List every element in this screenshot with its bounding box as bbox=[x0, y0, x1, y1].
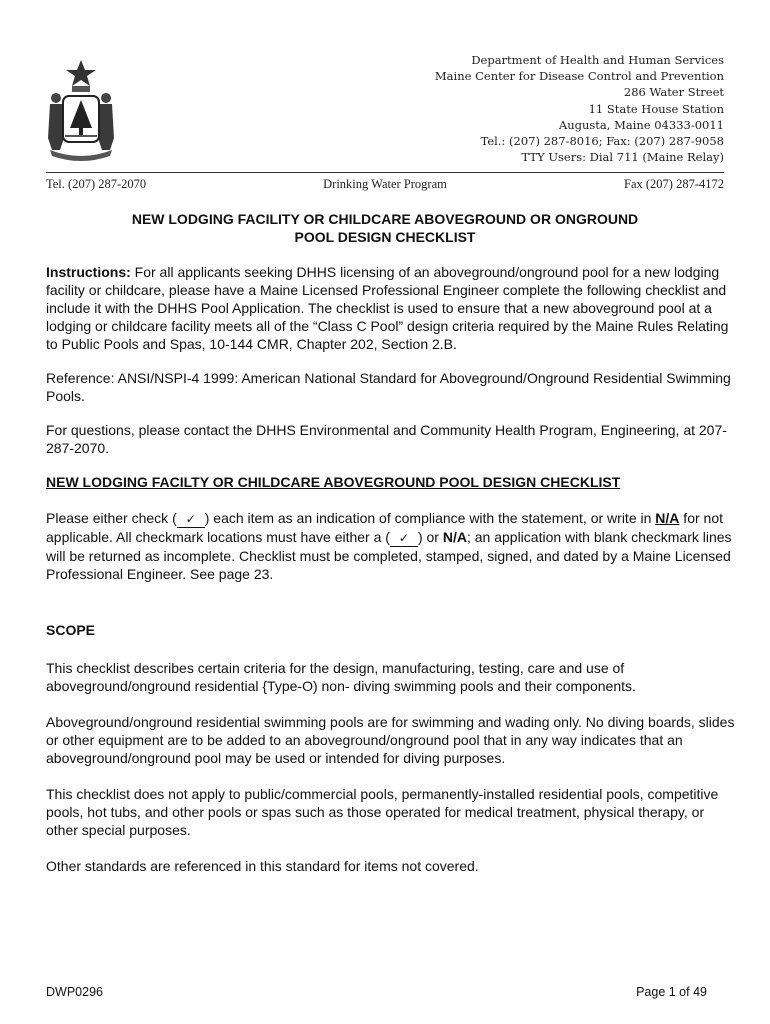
contact-program: Drinking Water Program bbox=[323, 177, 447, 191]
checklist-heading: NEW LODGING FACILTY OR CHILDCARE ABOVEGROUND POOL DESIGN CHECKLIST bbox=[46, 474, 621, 490]
scope-heading: SCOPE bbox=[46, 622, 96, 638]
contact-row bbox=[46, 177, 724, 193]
contact-tel: Tel. (207) 287-2070 bbox=[46, 177, 147, 191]
agency-department: Department of Health and Human Services bbox=[471, 53, 724, 67]
scope-paragraph-2: Aboveground/onground residential swimming pools are for swimming and wading only. No diving boards, slides or other equipment are to be added to an aboveground/onground pool that in any way indicates that an aboveground/onground pool may be used or intended for diving purposes. bbox=[46, 714, 735, 766]
na-label-2: N/A bbox=[442, 529, 467, 545]
scope-paragraph-3: This checklist does not apply to public/commercial pools, permanently-installed residential pools, competitive pools, hot tubs, and other pools or spas such as those operated for medical treatment, physical therapy, or other special purposes. bbox=[46, 786, 719, 838]
document-body bbox=[46, 263, 736, 875]
agency-street: 286 Water Street bbox=[623, 85, 724, 100]
na-label: N/A bbox=[655, 510, 680, 526]
agency-tty: TTY Users: Dial 711 (Maine Relay) bbox=[521, 150, 724, 165]
questions-paragraph: For questions, please contact the DHHS Environmental and Community Health Program, Engineering, at 207-287-2070. bbox=[46, 422, 727, 456]
agency-address-block bbox=[435, 52, 724, 165]
contact-fax: Fax (207) 287-4172 bbox=[624, 177, 724, 191]
instructions-paragraph bbox=[46, 263, 736, 353]
instructions-text: For all applicants seeking DHHS licensing of an aboveground/onground pool for a new lodging facility or childcare, please have a Maine Licensed Professional Engineer complete the following checklist and include it with the DHHS Pool Application. The checklist is used to ensure that a new aboveground pool at a lodging or childcare facility meets all of the “Class C Pool” design criteria required by the Maine Rules Relating to Public Pools and Spas, 10-144 CMR, Chapter 202, Section 2.B. bbox=[46, 264, 729, 352]
instructions-label: Instructions: bbox=[46, 264, 131, 280]
checklist-instr-part2: ) each item as an indication of compliance with the statement, or write in bbox=[204, 510, 656, 526]
agency-phones: Tel.: (207) 287-8016; Fax: (207) 287-9058 bbox=[480, 134, 724, 149]
agency-city: Augusta, Maine 04333-0011 bbox=[558, 117, 724, 132]
footer-page-number: Page 1 of 49 bbox=[636, 985, 707, 999]
agency-center: Maine Center for Disease Control and Prevention bbox=[434, 69, 724, 84]
agency-station: 11 State House Station bbox=[588, 101, 724, 116]
checklist-instr-part3: for not applicable. All checkmark locations must have either a ( bbox=[46, 510, 724, 545]
checklist-instructions bbox=[46, 509, 736, 583]
maine-state-seal-logo bbox=[42, 58, 120, 162]
reference-paragraph: Reference: ANSI/NSPI-4 1999: American National Standard for Aboveground/Onground Residential Swimming Pools. bbox=[46, 370, 731, 404]
title-line-1: NEW LODGING FACILITY OR CHILDCARE ABOVEGROUND OR ONGROUND bbox=[131, 211, 639, 227]
footer-form-code: DWP0296 bbox=[46, 985, 103, 999]
scope-paragraph-4: Other standards are referenced in this standard for items not covered. bbox=[46, 858, 479, 874]
checkmark-icon: ✓ bbox=[390, 531, 418, 547]
scope-paragraph-1: This checklist describes certain criteria for the design, manufacturing, testing, care and use of aboveground/onground residential {Type-O) non- diving swimming pools and their components. bbox=[46, 660, 636, 694]
checklist-instr-part4: ) or bbox=[417, 529, 443, 545]
header-divider bbox=[46, 172, 724, 173]
checklist-instr-part1: Please either check ( bbox=[46, 510, 177, 526]
checkmark-icon: ✓ bbox=[177, 512, 205, 528]
checklist-instr-part5: ; an application with blank checkmark lines will be returned as incomplete. Checklist must be completed, stamped, signed, and dated by a Maine Licensed Professional Engineer. See page 23. bbox=[46, 529, 732, 582]
title-line-2: POOL DESIGN CHECKLIST bbox=[294, 229, 476, 245]
document-title bbox=[46, 210, 724, 246]
